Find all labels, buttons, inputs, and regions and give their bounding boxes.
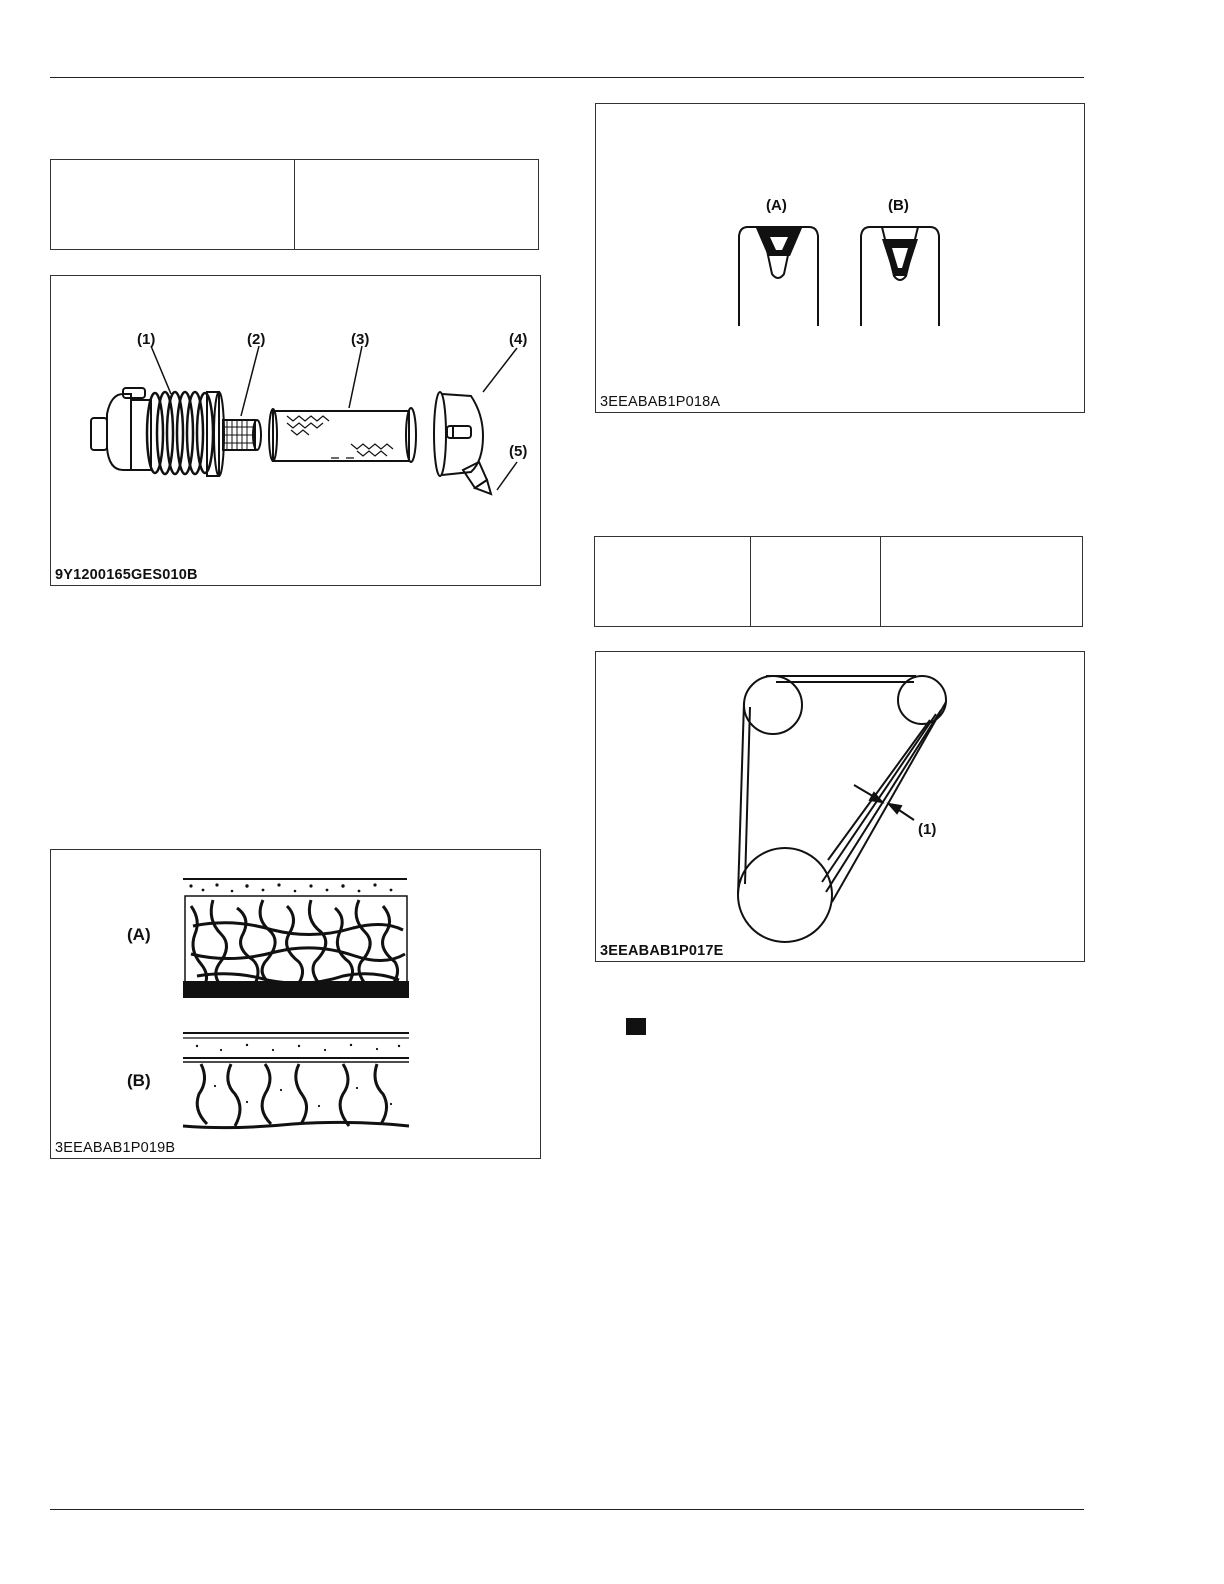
- label-a: (A): [766, 197, 787, 214]
- label-b: (B): [127, 1071, 151, 1090]
- belt-tension-drawing: [596, 652, 1086, 963]
- figure-code: 3EEABAB1P019B: [55, 1140, 176, 1156]
- air-cleaner-drawing: [51, 276, 542, 587]
- figure-air-cleaner: [50, 275, 541, 586]
- figure-belt-tension: [595, 651, 1085, 962]
- callout-5: (5): [509, 443, 528, 460]
- spec-table-top-cell: [295, 160, 538, 249]
- callout-1: (1): [137, 331, 156, 348]
- spec-table-right-cell: [595, 537, 751, 626]
- spec-table-right-cell: [751, 537, 881, 626]
- figure-code: 3EEABAB1P017E: [600, 943, 724, 959]
- header-rule: [50, 77, 1084, 78]
- figure-belt-groove: [595, 103, 1085, 413]
- section-square-marker: [626, 1018, 646, 1035]
- belt-crack-drawing: [51, 850, 542, 1160]
- callout-2: (2): [247, 331, 266, 348]
- footer-rule: [50, 1509, 1084, 1510]
- label-a: (A): [127, 925, 151, 944]
- spec-table-right: [594, 536, 1083, 627]
- figure-code: 3EEABAB1P018A: [600, 394, 721, 410]
- callout-3: (3): [351, 331, 370, 348]
- label-b: (B): [888, 197, 909, 214]
- callout-4: (4): [509, 331, 528, 348]
- callout-1: (1): [918, 821, 937, 838]
- belt-groove-drawing: [596, 104, 1086, 414]
- spec-table-top-cell: [51, 160, 295, 249]
- spec-table-top: [50, 159, 539, 250]
- figure-belt-crack: [50, 849, 541, 1159]
- spec-table-right-cell: [881, 537, 1082, 626]
- figure-code: 9Y1200165GES010B: [55, 567, 198, 583]
